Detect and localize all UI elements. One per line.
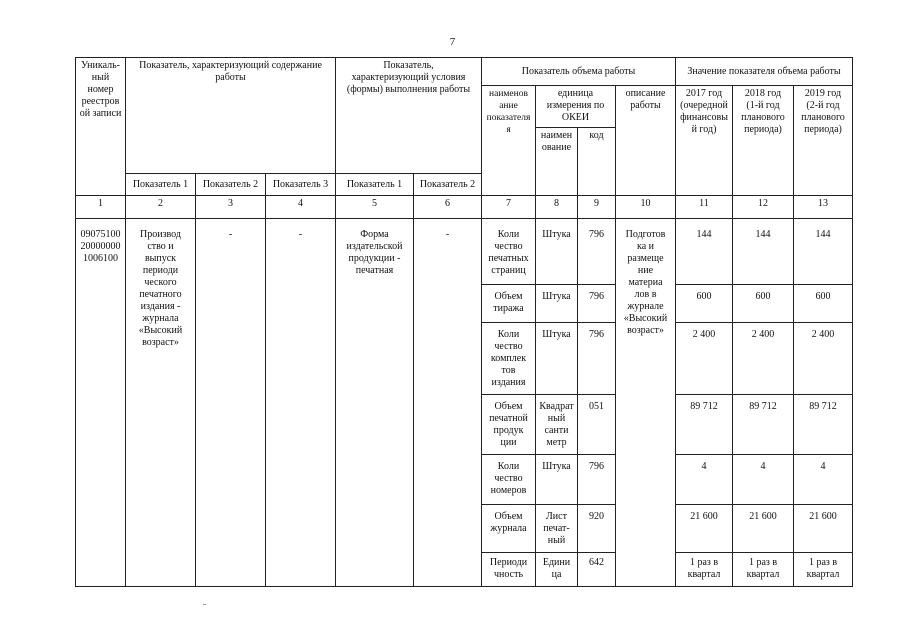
column-number: 5	[336, 196, 414, 219]
value-2019: 4	[794, 455, 853, 505]
header-name: наименов ание показателя я	[482, 86, 536, 196]
work-description: Подготов ка и размеще ние материа лов в журнале «Высокий возраст»	[616, 219, 676, 587]
value-2017: 89 712	[676, 395, 733, 455]
indicator-name: Коли чество номеров	[482, 455, 536, 505]
header-indicator-1: Показатель 1	[126, 174, 196, 196]
indicator-name: Объем журнала	[482, 505, 536, 553]
value-2019: 21 600	[794, 505, 853, 553]
unit-name: Штука	[536, 285, 578, 323]
value-2017: 4	[676, 455, 733, 505]
indicator-name: Коли чество комплек тов издания	[482, 323, 536, 395]
column-number: 11	[676, 196, 733, 219]
unit-name: Едини ца	[536, 553, 578, 587]
value-2019: 89 712	[794, 395, 853, 455]
header-condition-2: Показатель 2	[414, 174, 482, 196]
header-registry: Уникаль- ный номер реестров ой записи	[76, 58, 126, 196]
header-description: описание работы	[616, 86, 676, 196]
value-2018: 21 600	[733, 505, 794, 553]
unit-code: 920	[578, 505, 616, 553]
value-2019: 1 раз в квартал	[794, 553, 853, 587]
unit-code: 796	[578, 285, 616, 323]
unit-name: Лист печат- ный	[536, 505, 578, 553]
header-unit-code: код	[578, 128, 616, 196]
column-number: 4	[266, 196, 336, 219]
header-conditions: Показатель, характеризующий условия (формы) выполнения работы	[336, 58, 482, 174]
column-number: 7	[482, 196, 536, 219]
content-indicator-1: Производ ство и выпуск периоди ческого печатного издания - журнала «Высокий возраст»	[126, 219, 196, 587]
value-2017: 144	[676, 219, 733, 285]
unit-name: Квадрат ный санти метр	[536, 395, 578, 455]
unit-code: 051	[578, 395, 616, 455]
unit-code: 796	[578, 455, 616, 505]
indicator-name: Периоди чность	[482, 553, 536, 587]
header-value: Значение показателя объема работы	[676, 58, 853, 86]
value-2018: 4	[733, 455, 794, 505]
header-indicator-3: Показатель 3	[266, 174, 336, 196]
value-2019: 144	[794, 219, 853, 285]
header-unit: единица измерения по ОКЕИ	[536, 86, 616, 128]
value-2018: 600	[733, 285, 794, 323]
column-number: 2	[126, 196, 196, 219]
indicator-name: Коли чество печатных страниц	[482, 219, 536, 285]
header-indicator-2: Показатель 2	[196, 174, 266, 196]
column-number: 12	[733, 196, 794, 219]
value-2018: 89 712	[733, 395, 794, 455]
value-2019: 2 400	[794, 323, 853, 395]
header-condition-1: Показатель 1	[336, 174, 414, 196]
column-number: 3	[196, 196, 266, 219]
work-volume-table	[75, 57, 853, 587]
header-year-2017: 2017 год (очередной финансовы й год)	[676, 86, 733, 196]
condition-indicator-2: -	[414, 219, 482, 587]
column-number: 1	[76, 196, 126, 219]
unit-code: 642	[578, 553, 616, 587]
unit-name: Штука	[536, 323, 578, 395]
value-2018: 1 раз в квартал	[733, 553, 794, 587]
value-2017: 2 400	[676, 323, 733, 395]
header-unit-name: наимен ование	[536, 128, 578, 196]
header-content: Показатель, характеризующий содержание работы	[126, 58, 336, 174]
value-2019: 600	[794, 285, 853, 323]
column-number: 13	[794, 196, 853, 219]
unit-name: Штука	[536, 219, 578, 285]
header-year-2018: 2018 год (1-й год планового периода)	[733, 86, 794, 196]
header-volume: Показатель объема работы	[482, 58, 676, 86]
column-number: 8	[536, 196, 578, 219]
value-2017: 21 600	[676, 505, 733, 553]
indicator-name: Объем тиража	[482, 285, 536, 323]
page-number: 7	[449, 36, 456, 48]
value-2017: 600	[676, 285, 733, 323]
header-year-2019: 2019 год (2-й год планового периода)	[794, 86, 853, 196]
column-number: 9	[578, 196, 616, 219]
column-number: 6	[414, 196, 482, 219]
unit-code: 796	[578, 323, 616, 395]
value-2018: 144	[733, 219, 794, 285]
column-number: 10	[616, 196, 676, 219]
condition-indicator-1: Форма издательской продукции - печатная	[336, 219, 414, 587]
value-2018: 2 400	[733, 323, 794, 395]
unit-code: 796	[578, 219, 616, 285]
content-indicator-2: -	[196, 219, 266, 587]
content-indicator-3: -	[266, 219, 336, 587]
registry-number: 09075100 20000000 1006100	[76, 219, 126, 587]
scan-speck	[203, 604, 206, 605]
value-2017: 1 раз в квартал	[676, 553, 733, 587]
indicator-name: Объем печатной продук ции	[482, 395, 536, 455]
unit-name: Штука	[536, 455, 578, 505]
